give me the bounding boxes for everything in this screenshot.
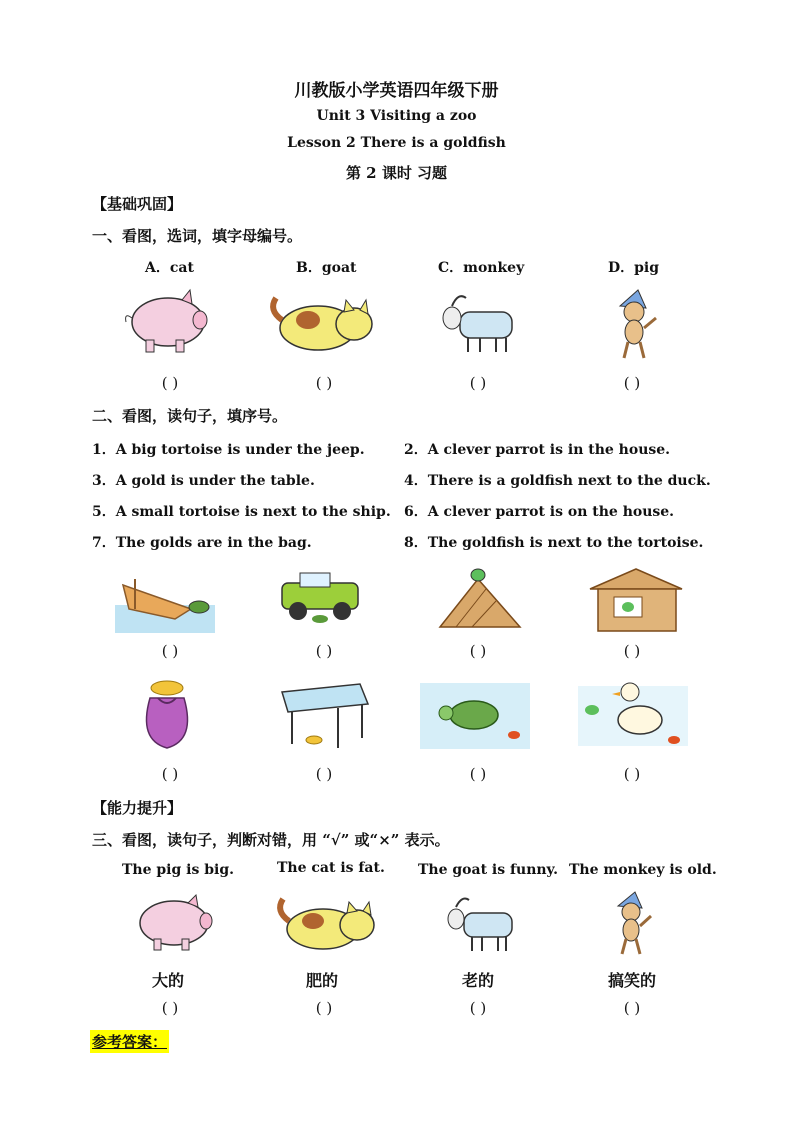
section-basic-heading: 【基础巩固】	[92, 195, 183, 213]
answer-blank[interactable]: ( )	[315, 765, 333, 783]
option-b: B．goat	[296, 260, 357, 276]
chinese-word-4: 搞笑的	[607, 971, 656, 990]
q3-sentence-3: The goat is funny.	[418, 862, 558, 878]
answer-blank[interactable]: ( )	[623, 374, 641, 392]
goat-picture	[442, 895, 522, 955]
jeep-tortoise-picture	[276, 565, 366, 625]
answer-blank[interactable]: ( )	[623, 642, 641, 660]
option-a: A．cat	[145, 260, 194, 276]
q3-sentence-1: The pig is big.	[122, 862, 234, 878]
sentence-7: 7．The golds are in the bag.	[92, 535, 312, 551]
chinese-word-1: 大的	[151, 971, 184, 990]
tortoise-goldfish-picture	[420, 683, 530, 749]
goat-picture	[436, 292, 522, 356]
cat-picture	[266, 290, 378, 356]
q3-sentence-2: The cat is fat.	[277, 860, 385, 876]
monkey-picture	[608, 288, 664, 364]
answer-blank[interactable]: ( )	[161, 642, 179, 660]
sentence-2: 2．A clever parrot is in the house.	[404, 442, 671, 458]
answer-blank[interactable]: ( )	[623, 765, 641, 783]
answer-blank[interactable]: ( )	[315, 999, 333, 1017]
answer-blank[interactable]: ( )	[161, 765, 179, 783]
sentence-4: 4．There is a goldfish next to the duck.	[404, 473, 711, 489]
answer-blank[interactable]: ( )	[161, 374, 179, 392]
bag-gold-picture	[136, 678, 198, 752]
pig-picture	[126, 893, 214, 953]
chinese-word-2: 肥的	[305, 971, 338, 990]
section-advanced-heading: 【能力提升】	[92, 799, 183, 817]
answer-blank[interactable]: ( )	[315, 374, 333, 392]
option-d: D．pig	[608, 260, 660, 276]
chinese-word-3: 老的	[461, 971, 494, 990]
sentence-5: 5．A small tortoise is next to the ship.	[92, 504, 391, 520]
house-parrot-on-picture	[436, 565, 522, 629]
monkey-picture	[608, 890, 658, 958]
q3-heading: 三、看图，读句子，判断对错，用 “√” 或“×” 表示。	[92, 831, 450, 849]
lesson-title: Lesson 2 There is a goldfish	[287, 135, 506, 151]
duck-goldfish-picture	[578, 676, 688, 752]
option-c: C．monkey	[438, 260, 525, 276]
q1-heading: 一、看图，选词，填字母编号。	[92, 227, 303, 245]
answer-blank[interactable]: ( )	[161, 999, 179, 1017]
doc-title: 川教版小学英语四年级下册	[294, 81, 499, 101]
period-title: 第 2 课时 习题	[345, 164, 448, 182]
house-parrot-in-picture	[586, 565, 686, 633]
unit-title: Unit 3 Visiting a zoo	[316, 108, 477, 124]
reference-answer-label: 参考答案：	[90, 1030, 169, 1053]
cat-picture	[273, 893, 381, 955]
answer-blank[interactable]: ( )	[315, 642, 333, 660]
answer-blank[interactable]: ( )	[469, 999, 487, 1017]
answer-blank[interactable]: ( )	[469, 765, 487, 783]
pig-picture	[118, 288, 210, 354]
table-gold-picture	[276, 678, 370, 750]
sentence-1: 1．A big tortoise is under the jeep.	[92, 442, 365, 458]
answer-blank[interactable]: ( )	[469, 642, 487, 660]
answer-blank[interactable]: ( )	[469, 374, 487, 392]
q3-sentence-4: The monkey is old.	[569, 862, 717, 878]
sentence-8: 8．The goldfish is next to the tortoise.	[404, 535, 704, 551]
q2-heading: 二、看图，读句子，填序号。	[92, 407, 288, 425]
sentence-3: 3．A gold is under the table.	[92, 473, 315, 489]
ship-tortoise-picture	[115, 565, 215, 633]
sentence-6: 6．A clever parrot is on the house.	[404, 504, 675, 520]
answer-blank[interactable]: ( )	[623, 999, 641, 1017]
